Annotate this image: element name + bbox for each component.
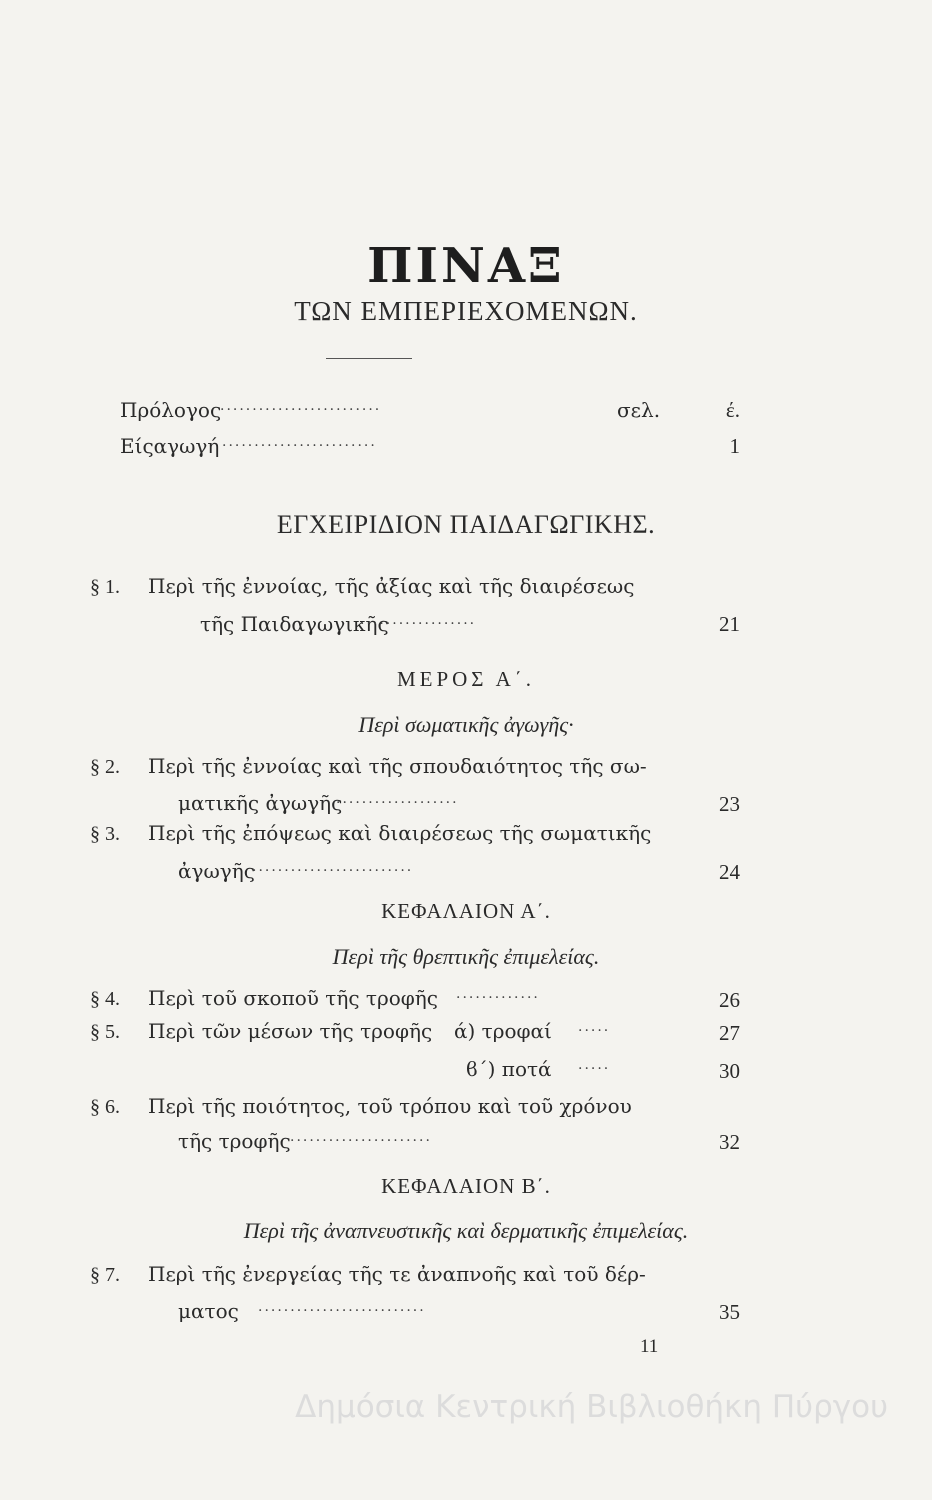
page-abbrev: σελ. [617,398,661,422]
toc-leader-dots: ··················· [336,795,459,811]
chapter-heading: ΚΕΦΑΛΑΙΟΝ Α΄. [381,899,551,923]
section-sign: § 7. [90,1264,120,1286]
toc-page-number: 24 [719,860,740,884]
toc-leader-dots: ············· [456,990,540,1006]
page-title: ΠΙΝΑΞ [367,238,565,294]
toc-page-number: 23 [719,792,740,816]
toc-page-number: 21 [719,612,740,636]
divider [326,358,412,359]
toc-leader-dots: ····· [578,1023,611,1039]
toc-page-number: 1 [729,434,740,458]
section-sign: § 2. [90,756,120,778]
toc-entry-label: Περὶ τῆς ἐπόψεως καὶ διαιρέσεως τῆς σωματικῆς [148,821,652,845]
toc-entry-label: Περὶ τῶν μέσων τῆς τροφῆς [148,1019,433,1043]
toc-page-number: 27 [719,1021,740,1045]
library-watermark: Δημόσια Κεντρική Βιβλιοθήκη Πύργου [295,1389,888,1425]
section-sign: § 5. [90,1021,120,1043]
toc-entry-label: Είςαγωγή [120,434,220,458]
toc-leader-dots: ····· [578,1061,611,1077]
toc-entry-label: τῆς Παιδαγωγικῆς [200,612,389,636]
toc-leader-dots: ························· [252,863,414,879]
section-sign: § 1. [90,576,120,598]
chapter-subtitle: Περὶ τῆς θρεπτικῆς ἐπιμελείας. [332,944,600,969]
part-heading: ΜΕΡΟΣ Α΄. [396,667,536,691]
toc-subentry-label: ά) τροφαί [454,1019,552,1043]
toc-page-number: 30 [719,1059,740,1083]
toc-page-number: έ. [725,398,740,422]
toc-page-number: 26 [719,988,740,1012]
toc-leader-dots: ·························· [258,1303,426,1319]
toc-entry-label: Περὶ τοῦ σκοποῦ τῆς τροφῆς [148,986,438,1010]
toc-page-number: 35 [719,1300,740,1324]
toc-entry-label: Πρόλογος [120,398,222,422]
toc-entry-label: Περὶ τῆς ἐννοίας, τῆς ἀξίας καὶ τῆς διαιρέσεως [148,574,635,598]
toc-entry-label: τῆς τροφῆς [178,1129,291,1153]
section-sign: § 4. [90,988,120,1010]
toc-subentry-label: ϐ΄) ποτά [466,1057,552,1081]
toc-leader-dots: ························· [220,402,382,418]
chapter-subtitle: Περὶ τῆς ἀναπνευστικῆς καὶ δερματικῆς ἐπιμελείας. [243,1218,689,1243]
toc-entry-label: ματικῆς ἀγωγῆς [178,791,343,815]
page-subtitle: ΤΩΝ ΕΜΠΕΡΙΕΧΟΜΕΝΩΝ. [294,296,638,326]
toc-leader-dots: ························ [222,438,377,454]
toc-entry-label: Περὶ τῆς ποιότητος, τοῦ τρόπου καὶ τοῦ χρόνου [148,1094,632,1118]
part-subtitle: Περὶ σωματικῆς ἀγωγῆς· [358,712,574,737]
book-heading: ΕΓΧΕΙΡΙΔΙΟΝ ΠΑΙΔΑΓΩΓΙΚΗΣ. [276,510,656,539]
toc-entry-label: ματος [178,1299,239,1323]
chapter-heading: ΚΕΦΑΛΑΙΟΝ Β΄. [381,1174,551,1198]
toc-entry-label: Περὶ τῆς ἐνεργείας τῆς τε ἀναπνοῆς καὶ τοῦ δέρ- [148,1262,646,1286]
section-sign: § 6. [90,1096,120,1118]
toc-leader-dots: ·················· [360,616,477,632]
toc-page-number: 32 [719,1130,740,1154]
section-sign: § 3. [90,823,120,845]
toc-entry-label: ἀγωγῆς [178,859,255,883]
signature-mark: 11 [640,1336,659,1357]
toc-entry-label: Περὶ τῆς ἐννοίας καὶ τῆς σπουδαιότητος τῆς σω- [148,754,647,778]
toc-leader-dots: ······················ [290,1133,432,1149]
